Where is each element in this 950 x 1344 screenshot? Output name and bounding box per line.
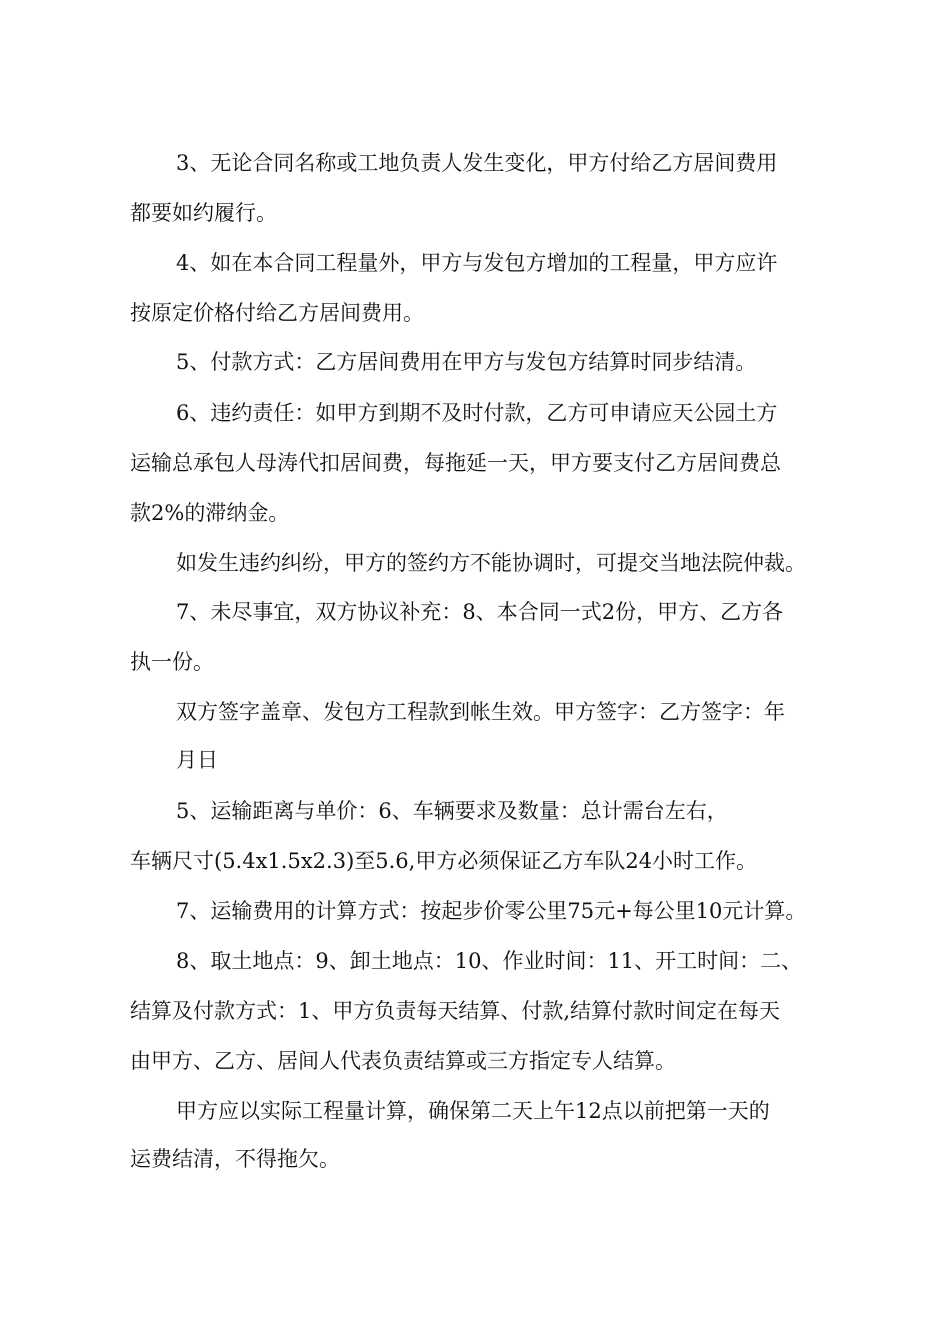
- text-line: 5、付款方式：乙方居间费用在甲方与发包方结算时同步结清。: [176, 350, 757, 374]
- text-line: 如发生违约纠纷，甲方的签约方不能协调时，可提交当地法院仲裁。: [176, 551, 806, 575]
- text-line: 5、运输距离与单价：6、车辆要求及数量：总计需台左右，: [176, 799, 728, 823]
- text-line: 都要如约履行。: [130, 201, 277, 225]
- text-line: 运费结清，不得拖欠。: [130, 1147, 340, 1171]
- text-line: 6、违约责任：如甲方到期不及时付款，乙方可申请应天公园土方: [176, 401, 778, 425]
- text-line: 运输总承包人母涛代扣居间费，每拖延一天，甲方要支付乙方居间费总: [130, 451, 781, 475]
- text-line: 按原定价格付给乙方居间费用。: [130, 301, 424, 325]
- text-line: 款2%的滞纳金。: [130, 501, 290, 525]
- text-line: 8、取土地点：9、卸土地点：10、作业时间：11、开工时间：二、: [176, 949, 803, 973]
- text-line: 双方签字盖章、发包方工程款到帐生效。甲方签字：乙方签字：年: [176, 700, 785, 724]
- text-line: 7、未尽事宜，双方协议补充：8、本合同一式2份，甲方、乙方各: [176, 600, 784, 624]
- text-line: 结算及付款方式：1、甲方负责每天结算、付款,结算付款时间定在每天: [130, 999, 781, 1023]
- text-line: 执一份。: [130, 650, 214, 674]
- text-line: 甲方应以实际工程量计算，确保第二天上午12点以前把第一天的: [176, 1099, 770, 1123]
- text-line: 车辆尺寸(5.4x1.5x2.3)至5.6,甲方必须保证乙方车队24小时工作。: [130, 849, 758, 873]
- text-line: 由甲方、乙方、居间人代表负责结算或三方指定专人结算。: [130, 1049, 676, 1073]
- text-line: 4、如在本合同工程量外，甲方与发包方增加的工程量，甲方应许: [176, 251, 778, 275]
- text-line: 7、运输费用的计算方式：按起步价零公里75元+每公里10元计算。: [176, 899, 807, 923]
- text-line: 月日: [176, 748, 218, 772]
- text-line: 3、无论合同名称或工地负责人发生变化，甲方付给乙方居间费用: [176, 151, 778, 175]
